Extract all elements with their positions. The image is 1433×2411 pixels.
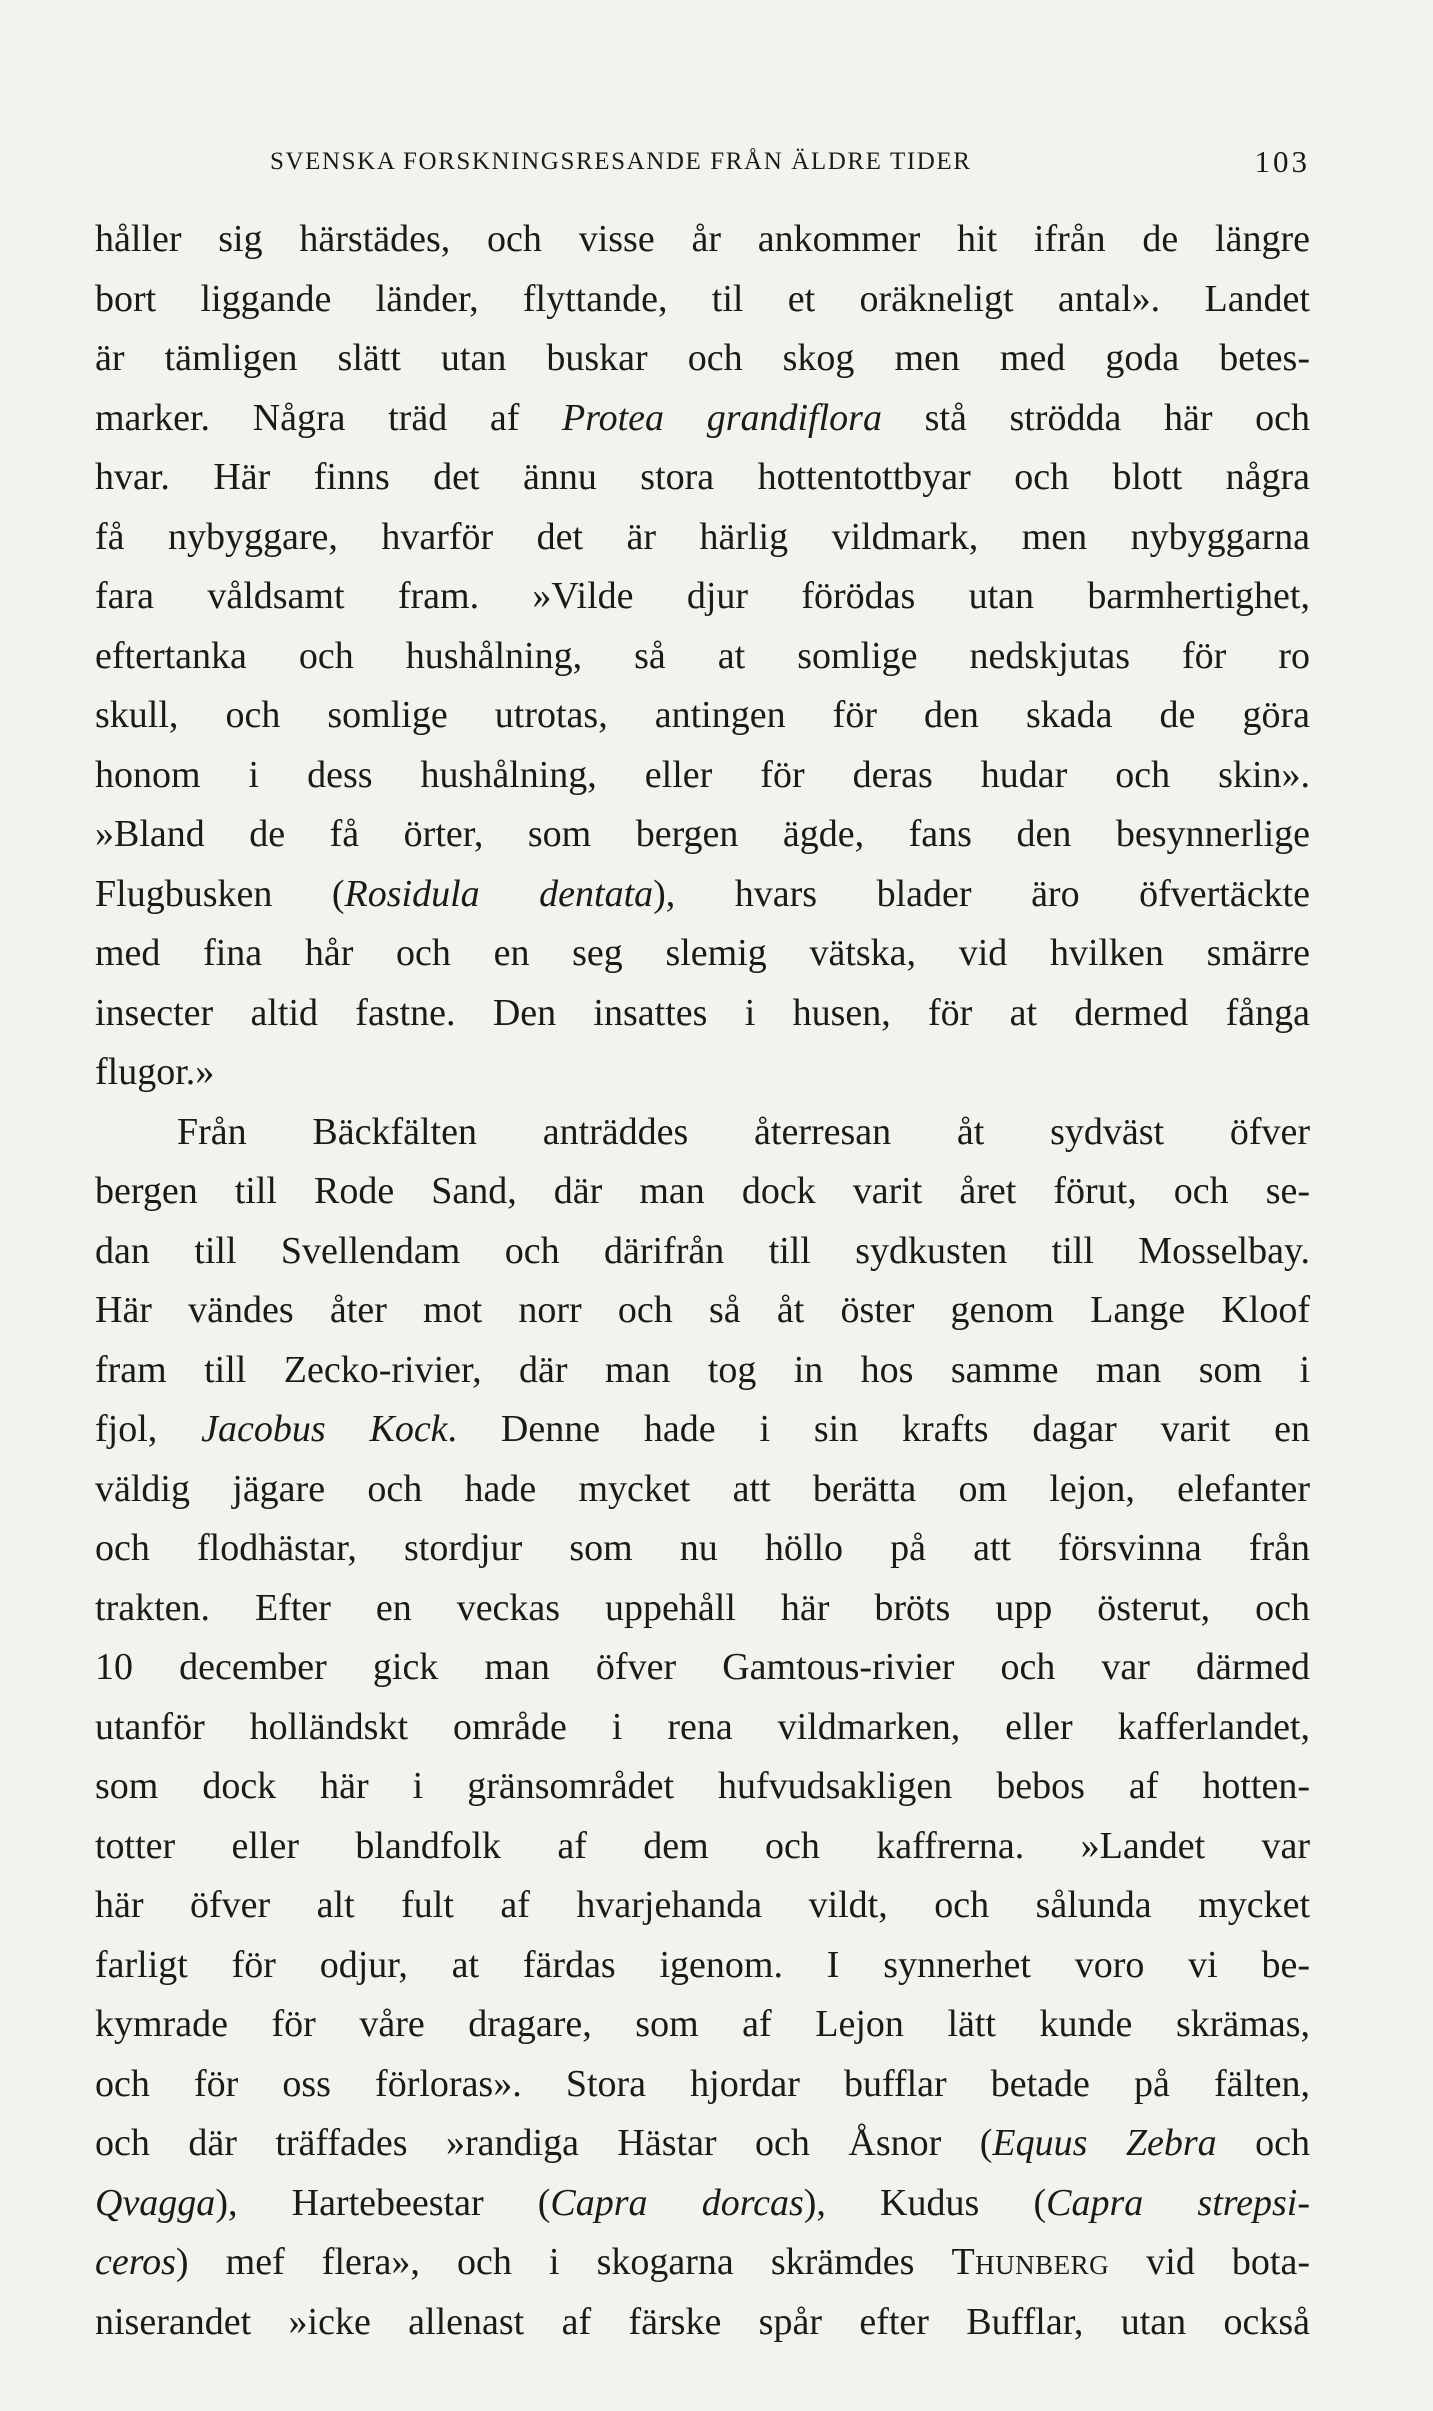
text-line-25: 10 december gick man öfver Gamtous-rivier och var därmed <box>95 1646 1310 1688</box>
text-line-27: som dock här i gränsområdet hufvudsakligen bebos af hotten- <box>95 1765 1310 1807</box>
text-line-18: dan till Svellendam och därifrån till sydkusten till Mosselbay. <box>95 1229 1310 1272</box>
text-line-19: Här vändes åter mot norr och så åt öster genom Lange Kloof <box>95 1289 1310 1331</box>
text-line-32: och för oss förloras». Stora hjordar bufflar betade på fälten, <box>95 2062 1310 2105</box>
text-line-33: och där träffades »randiga Hästar och Åsnor (Equus Zebra och <box>95 2122 1310 2164</box>
text-line-1: håller sig härstädes, och visse år ankommer hit ifrån de längre <box>95 218 1310 260</box>
text-line-7: fara våldsamt fram. »Vilde djur förödas utan barmhertighet, <box>95 575 1310 617</box>
text-line-4: marker. Några träd af Protea grandiflora stå strödda här och <box>95 396 1311 439</box>
text-line-21: fjol, Jacobus Kock. Denne hade i sin krafts dagar varit en <box>95 1408 1310 1450</box>
text-line-15: flugor.» <box>95 1051 215 1093</box>
text-line-3: är tämligen slätt utan buskar och skog men med goda betes- <box>95 337 1310 379</box>
text-line-16: Från Bäckfälten anträddes återresan åt sydväst öfver <box>177 1110 1310 1153</box>
text-line-20: fram till Zecko-rivier, där man tog in hos samme man som i <box>95 1348 1310 1391</box>
text-line-2: bort liggande länder, flyttande, til et oräkneligt antal». Landet <box>95 277 1310 320</box>
body-text <box>95 210 1310 2352</box>
text-line-22: väldig jägare och hade mycket att berätta om lejon, elefanter <box>95 1467 1310 1510</box>
text-line-29: här öfver alt fult af hvarjehanda vildt, och sålunda mycket <box>95 1884 1310 1926</box>
text-line-34: Qvagga), Hartebeestar (Capra dorcas), Kudus (Capra strepsi- <box>95 2181 1310 2224</box>
text-line-14: insecter altid fastne. Den insattes i husen, för at dermed fånga <box>95 991 1310 1034</box>
text-line-11: »Bland de få örter, som bergen ägde, fans den besynnerlige <box>95 813 1310 855</box>
page-number: 103 <box>1254 144 1310 179</box>
text-line-26: utanför holländskt område i rena vildmarken, eller kafferlandet, <box>95 1705 1310 1748</box>
text-line-9: skull, och somlige utrotas, antingen för den skada de göra <box>95 694 1310 736</box>
text-line-31: kymrade för våre dragare, som af Lejon lätt kunde skrämas, <box>95 2003 1310 2045</box>
text-line-23: och flodhästar, stordjur som nu höllo på att försvinna från <box>95 1527 1310 1569</box>
text-line-5: hvar. Här finns det ännu stora hottentottbyar och blott några <box>95 456 1310 498</box>
text-line-13: med fina hår och en seg slemig vätska, vid hvilken smärre <box>95 932 1310 974</box>
text-line-10: honom i dess hushålning, eller för deras hudar och skin». <box>95 753 1310 796</box>
text-line-24: trakten. Efter en veckas uppehåll här bröts upp österut, och <box>95 1586 1310 1629</box>
text-line-8: eftertanka och hushålning, så at somlige nedskjutas för ro <box>95 634 1310 677</box>
text-line-36: niserandet »icke allenast af färske spår efter Bufflar, utan också <box>95 2300 1310 2343</box>
running-head <box>95 140 1310 190</box>
text-line-6: få nybyggare, hvarför det är härlig vildmark, men nybyggarna <box>95 515 1310 558</box>
text-line-35: ceros) mef flera», och i skogarna skrämdes Thunberg vid bota- <box>95 2241 1310 2283</box>
text-line-17: bergen till Rode Sand, där man dock varit året förut, och se- <box>95 1170 1310 1212</box>
text-line-28: totter eller blandfolk af dem och kaffrerna. »Landet var <box>95 1824 1310 1867</box>
running-title: SVENSKA FORSKNINGSRESANDE FRÅN ÄLDRE TIDER <box>270 148 972 175</box>
text-line-30: farligt för odjur, at färdas igenom. I synnerhet voro vi be- <box>95 1943 1310 1986</box>
text-line-12: Flugbusken (Rosidula dentata), hvars blader äro öfvertäckte <box>95 872 1310 915</box>
